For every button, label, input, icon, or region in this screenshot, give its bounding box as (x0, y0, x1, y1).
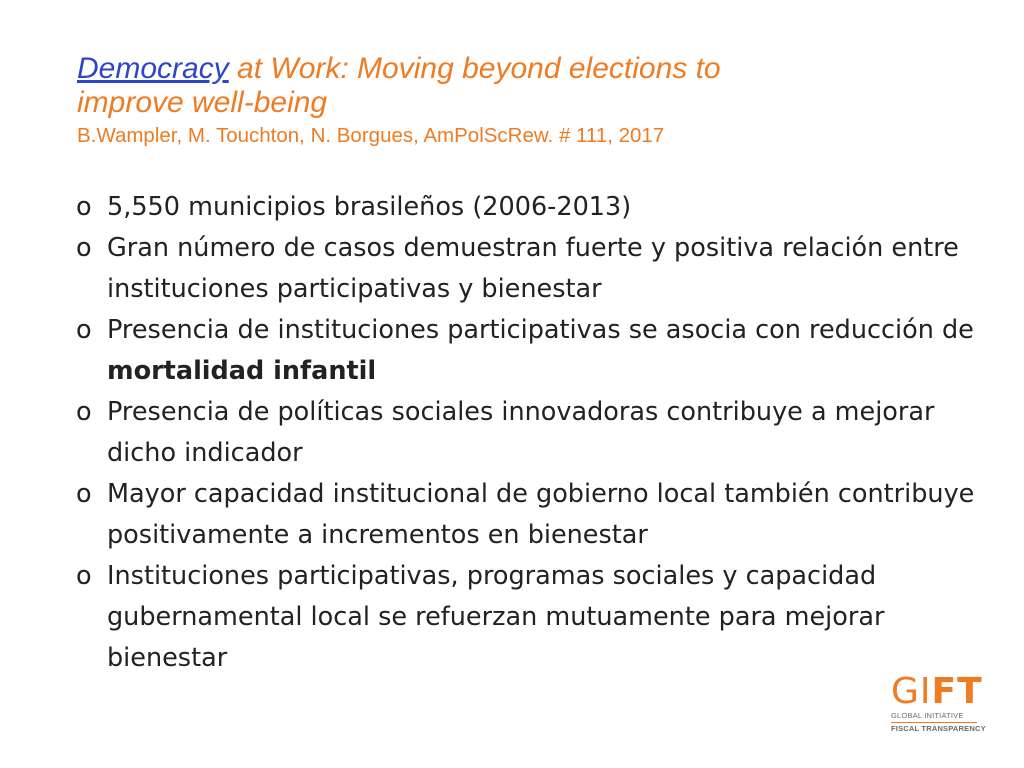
bullet-marker: o (76, 233, 92, 263)
logo-line2: FISCAL TRANSPARENCY (891, 724, 986, 733)
bullet-text: 5,550 municipios brasileños (2006-2013) (107, 192, 632, 222)
bullet-marker: o (76, 561, 92, 591)
citation: B.Wampler, M. Touchton, N. Borgues, AmPolScRew. # 111, 2017 (77, 124, 665, 147)
bullet-text: Mayor capacidad institucional de gobierno local también contribuye positivamente a incrementos en bienestar (107, 479, 975, 550)
bullet-bold-text: mortalidad infantil (107, 356, 377, 386)
gift-logo (891, 671, 986, 735)
slide-title-block (77, 52, 897, 149)
bullet-item (76, 187, 976, 228)
bullet-marker: o (76, 192, 92, 222)
democracy-link[interactable]: Democracy (77, 52, 229, 85)
bullet-item (76, 310, 976, 392)
bullet-text: Instituciones participativas, programas sociales y capacidad gubernamental local se refuerzan mutuamente para mejorar bienestar (107, 561, 885, 673)
logo-letters-light: GI (891, 671, 932, 712)
logo-letters-bold: FT (931, 671, 983, 712)
bullet-item (76, 474, 976, 556)
bullet-list (76, 187, 976, 679)
bullet-marker: o (76, 479, 92, 509)
logo-divider (891, 722, 977, 723)
bullet-item (76, 556, 976, 679)
bullet-item (76, 392, 976, 474)
title-line2: improve well-being (77, 86, 328, 119)
logo-wordmark (891, 673, 981, 711)
slide-title (77, 52, 897, 86)
title-rest-line1: at Work: Moving beyond elections to (228, 52, 721, 85)
bullet-text: Presencia de políticas sociales innovadoras contribuye a mejorar dicho indicador (107, 397, 935, 468)
bullet-item (76, 228, 976, 310)
bullet-text: Presencia de instituciones participativas se asocia con reducción de (107, 315, 974, 345)
bullet-text: Gran número de casos demuestran fuerte y positiva relación entre instituciones participativas y bienestar (107, 233, 959, 304)
bullet-marker: o (76, 315, 92, 345)
logo-line1: GLOBAL INITIATIVE (891, 711, 964, 720)
bullet-marker: o (76, 397, 92, 427)
